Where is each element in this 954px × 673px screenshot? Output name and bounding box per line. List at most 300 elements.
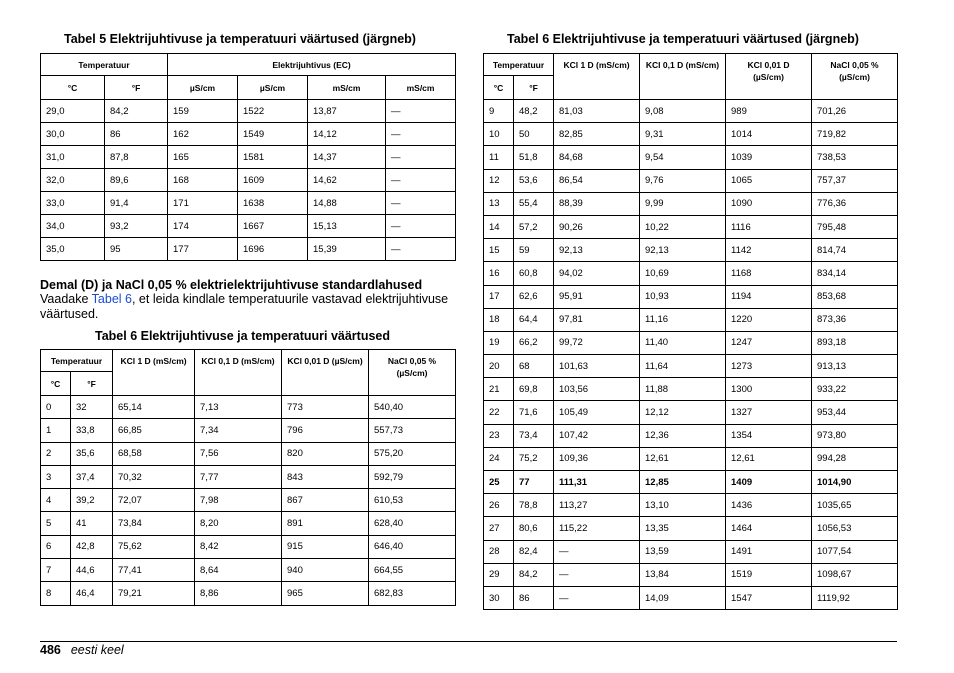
table-cell: 1491	[726, 540, 812, 563]
table-cell: 97,81	[554, 308, 640, 331]
table-cell: 89,6	[105, 169, 168, 192]
table-cell: 8,42	[195, 535, 282, 558]
table-cell: 2	[41, 442, 71, 465]
table-cell: 105,49	[554, 401, 640, 424]
table-cell: 1039	[726, 146, 812, 169]
table-row	[41, 559, 456, 582]
table-cell: —	[386, 100, 456, 123]
page-number: 486	[40, 643, 61, 657]
table6-continued-caption: Tabel 6 Elektrijuhtivuse ja temperatuuri väärtused (järgneb)	[507, 32, 859, 46]
header-unit: mS/cm	[308, 76, 386, 100]
table-cell: 7,98	[195, 489, 282, 512]
table-cell: —	[386, 123, 456, 146]
table-row	[41, 123, 456, 146]
table-cell: 23	[484, 424, 514, 447]
table-cell: 8,86	[195, 582, 282, 605]
table-cell: 84,2	[514, 563, 554, 586]
table-cell: 93,2	[105, 215, 168, 238]
table-cell: 32,0	[41, 169, 105, 192]
table-cell: 48,2	[514, 100, 554, 123]
table-cell: —	[386, 238, 456, 261]
header-kcl-01d: KCl 0,1 D (mS/cm)	[640, 54, 726, 100]
table-cell: —	[386, 169, 456, 192]
table-row	[484, 447, 898, 470]
table-cell: 20	[484, 355, 514, 378]
table-cell: —	[386, 146, 456, 169]
table-cell: —	[554, 540, 640, 563]
table-cell: 107,42	[554, 424, 640, 447]
table-cell: 891	[282, 512, 369, 535]
table-cell: 12,12	[640, 401, 726, 424]
table-row	[484, 401, 898, 424]
table-cell: 165	[168, 146, 238, 169]
table-cell: 913,13	[812, 355, 898, 378]
table-cell: 159	[168, 100, 238, 123]
table-cell: 1667	[238, 215, 308, 238]
table-cell: 13,10	[640, 494, 726, 517]
table-cell: 719,82	[812, 123, 898, 146]
table-cell: 34,0	[41, 215, 105, 238]
table-cell: 953,44	[812, 401, 898, 424]
table-cell: 44,6	[71, 559, 113, 582]
table-row	[484, 239, 898, 262]
table-cell: 776,36	[812, 192, 898, 215]
table-cell: 1300	[726, 378, 812, 401]
table-cell: 14,12	[308, 123, 386, 146]
table-cell: 610,53	[369, 489, 456, 512]
table6-caption: Tabel 6 Elektrijuhtivuse ja temperatuuri väärtused	[95, 329, 391, 343]
table-cell: 1609	[238, 169, 308, 192]
table-cell: 940	[282, 559, 369, 582]
table-row	[484, 285, 898, 308]
table5-caption: Tabel 5 Elektrijuhtivuse ja temperatuuri väärtused (järgneb)	[64, 32, 416, 46]
table-cell: 893,18	[812, 331, 898, 354]
table-cell: 9,54	[640, 146, 726, 169]
table-cell: 1065	[726, 169, 812, 192]
table-cell: 28	[484, 540, 514, 563]
table-row	[41, 215, 456, 238]
table-cell: 68,58	[113, 442, 195, 465]
table-cell: 88,39	[554, 192, 640, 215]
table-cell: —	[386, 192, 456, 215]
header-kcl-1d: KCl 1 D (mS/cm)	[113, 350, 195, 396]
table-cell: 13	[484, 192, 514, 215]
table-cell: 25	[484, 471, 514, 494]
table-cell: 1090	[726, 192, 812, 215]
table-cell: 933,22	[812, 378, 898, 401]
header-fahrenheit: °F	[514, 76, 554, 100]
table-cell: 66,85	[113, 419, 195, 442]
table-cell: 11,64	[640, 355, 726, 378]
table-cell: 37,4	[71, 465, 113, 488]
table-cell: 4	[41, 489, 71, 512]
table-row	[41, 419, 456, 442]
table-cell: 18	[484, 308, 514, 331]
table-cell: 42,8	[71, 535, 113, 558]
table-cell: 867	[282, 489, 369, 512]
table6-right	[483, 53, 898, 610]
header-fahrenheit: °F	[105, 76, 168, 100]
table-row	[484, 308, 898, 331]
table-cell: 5	[41, 512, 71, 535]
table-cell: 1014	[726, 123, 812, 146]
table-cell: —	[386, 215, 456, 238]
table-cell: 109,36	[554, 447, 640, 470]
table-cell: 701,26	[812, 100, 898, 123]
table-cell: 41	[71, 512, 113, 535]
table-cell: 46,4	[71, 582, 113, 605]
table-cell: 1273	[726, 355, 812, 378]
table-cell: 68	[514, 355, 554, 378]
table-cell: 55,4	[514, 192, 554, 215]
table-row	[41, 512, 456, 535]
table-cell: 1247	[726, 331, 812, 354]
table-cell: 1119,92	[812, 586, 898, 609]
table-cell: 101,63	[554, 355, 640, 378]
table-cell: 12,61	[726, 447, 812, 470]
table-cell: 91,4	[105, 192, 168, 215]
table-cell: 646,40	[369, 535, 456, 558]
table-cell: 773	[282, 396, 369, 419]
table-cell: 12,36	[640, 424, 726, 447]
header-nacl: NaCl 0,05 % (µS/cm)	[812, 54, 898, 100]
table-cell: 62,6	[514, 285, 554, 308]
table-cell: 16	[484, 262, 514, 285]
table-cell: 86	[105, 123, 168, 146]
table-cell: 540,40	[369, 396, 456, 419]
table-cell: 9,99	[640, 192, 726, 215]
table-cell: 7,34	[195, 419, 282, 442]
table-cell: 69,8	[514, 378, 554, 401]
table-cell: 81,03	[554, 100, 640, 123]
table-cell: 9	[484, 100, 514, 123]
table-row	[484, 424, 898, 447]
table6-left	[40, 349, 456, 606]
table-row	[41, 442, 456, 465]
table-cell: 843	[282, 465, 369, 488]
table-cell: 35,6	[71, 442, 113, 465]
table-cell: 111,31	[554, 471, 640, 494]
table-cell: 60,8	[514, 262, 554, 285]
table-cell: —	[554, 563, 640, 586]
table-cell: 51,8	[514, 146, 554, 169]
table-cell: 29,0	[41, 100, 105, 123]
paragraph-text: , et leida kindlale temperatuurile vastavad elektrijuhtivuse väärtused.	[40, 292, 449, 321]
table-cell: 796	[282, 419, 369, 442]
header-kcl-1d: KCl 1 D (mS/cm)	[554, 54, 640, 100]
table-cell: 738,53	[812, 146, 898, 169]
table-cell: 177	[168, 238, 238, 261]
table-cell: 7	[41, 559, 71, 582]
table-cell: 113,27	[554, 494, 640, 517]
table-cell: 7,13	[195, 396, 282, 419]
table-row	[484, 494, 898, 517]
table-cell: 795,48	[812, 215, 898, 238]
table-cell: 8	[41, 582, 71, 605]
header-celsius: °C	[41, 76, 105, 100]
table-cell: 10,93	[640, 285, 726, 308]
table-cell: 10	[484, 123, 514, 146]
table-cell: 30,0	[41, 123, 105, 146]
table-cell: 1522	[238, 100, 308, 123]
table-row	[41, 192, 456, 215]
table-cell: 80,6	[514, 517, 554, 540]
header-temperature: Temperatuur	[41, 350, 113, 372]
table-cell: 873,36	[812, 308, 898, 331]
table-cell: 65,14	[113, 396, 195, 419]
table-row	[484, 192, 898, 215]
header-kcl-001d: KCl 0,01 D (µS/cm)	[726, 54, 812, 100]
table-cell: 82,85	[554, 123, 640, 146]
table-cell: 7,56	[195, 442, 282, 465]
table-cell: 12,61	[640, 447, 726, 470]
header-conductivity: Elektrijuhtivus (EC)	[168, 54, 456, 76]
table-cell: 1	[41, 419, 71, 442]
table-cell: 853,68	[812, 285, 898, 308]
table-cell: 6	[41, 535, 71, 558]
table-cell: 103,56	[554, 378, 640, 401]
table-cell: 22	[484, 401, 514, 424]
header-celsius: °C	[484, 76, 514, 100]
table-cell: 9,31	[640, 123, 726, 146]
table-row	[41, 396, 456, 419]
table-cell: 92,13	[554, 239, 640, 262]
table-cell: 84,2	[105, 100, 168, 123]
table-cell: 973,80	[812, 424, 898, 447]
table-cell: 86	[514, 586, 554, 609]
table-cell: 75,62	[113, 535, 195, 558]
table-cell: 32	[71, 396, 113, 419]
table-row	[484, 355, 898, 378]
table-row	[484, 262, 898, 285]
table-cell: 29	[484, 563, 514, 586]
table-row	[41, 582, 456, 605]
table-row	[484, 123, 898, 146]
table-cell: 12	[484, 169, 514, 192]
table-row	[41, 238, 456, 261]
table-cell: 10,69	[640, 262, 726, 285]
table-cell: 820	[282, 442, 369, 465]
table-cell: 1098,67	[812, 563, 898, 586]
table-cell: 9,08	[640, 100, 726, 123]
table-cell: 57,2	[514, 215, 554, 238]
table-row	[41, 146, 456, 169]
table-cell: 3	[41, 465, 71, 488]
table-cell: 17	[484, 285, 514, 308]
table-cell: 11,40	[640, 331, 726, 354]
table-row	[484, 146, 898, 169]
table-cell: 53,6	[514, 169, 554, 192]
section-paragraph	[40, 292, 460, 322]
table-cell: 9,76	[640, 169, 726, 192]
table-cell: 77,41	[113, 559, 195, 582]
table5	[40, 53, 456, 261]
table-cell: 162	[168, 123, 238, 146]
table-cell: 174	[168, 215, 238, 238]
table-cell: 35,0	[41, 238, 105, 261]
table-cell: 86,54	[554, 169, 640, 192]
table-cell: 1168	[726, 262, 812, 285]
table-cell: 592,79	[369, 465, 456, 488]
table-cell: 78,8	[514, 494, 554, 517]
footer-rule	[40, 641, 897, 642]
table-cell: 31,0	[41, 146, 105, 169]
table-row	[484, 331, 898, 354]
table-cell: 13,87	[308, 100, 386, 123]
table-cell: 84,68	[554, 146, 640, 169]
table-cell: 90,26	[554, 215, 640, 238]
table-cell: 1077,54	[812, 540, 898, 563]
table-cell: 11,16	[640, 308, 726, 331]
table-cell: 989	[726, 100, 812, 123]
table-cell: 757,37	[812, 169, 898, 192]
table-cell: 575,20	[369, 442, 456, 465]
section-heading: Demal (D) ja NaCl 0,05 % elektrielektrijuhtivuse standardlahused	[40, 278, 423, 292]
table-cell: 13,59	[640, 540, 726, 563]
table-cell: 1436	[726, 494, 812, 517]
table-cell: 39,2	[71, 489, 113, 512]
table-cell: 15,39	[308, 238, 386, 261]
table-cell: 1409	[726, 471, 812, 494]
table-cell: 1549	[238, 123, 308, 146]
table-cell: 94,02	[554, 262, 640, 285]
header-kcl-001d: KCl 0,01 D (µS/cm)	[282, 350, 369, 396]
table-row	[484, 586, 898, 609]
table-row	[484, 169, 898, 192]
table-cell: 1014,90	[812, 471, 898, 494]
table-cell: 171	[168, 192, 238, 215]
table-cell: 79,21	[113, 582, 195, 605]
table-cell: 1056,53	[812, 517, 898, 540]
table-cell: 27	[484, 517, 514, 540]
header-unit: µS/cm	[238, 76, 308, 100]
table-cell: 87,8	[105, 146, 168, 169]
table-cell: 1638	[238, 192, 308, 215]
header-temperature: Temperatuur	[41, 54, 168, 76]
table-row	[41, 535, 456, 558]
table-cell: 1547	[726, 586, 812, 609]
table-cell: 682,83	[369, 582, 456, 605]
table-cell: 95,91	[554, 285, 640, 308]
table-cell: 70,32	[113, 465, 195, 488]
table-row	[484, 540, 898, 563]
table-cell: 557,73	[369, 419, 456, 442]
table-cell: 13,84	[640, 563, 726, 586]
table-cell: 8,64	[195, 559, 282, 582]
table-cell: 1194	[726, 285, 812, 308]
table-cell: 64,4	[514, 308, 554, 331]
table-cell: 75,2	[514, 447, 554, 470]
table-cell: 99,72	[554, 331, 640, 354]
table-cell: 26	[484, 494, 514, 517]
table-cell: 50	[514, 123, 554, 146]
table-cell: 1519	[726, 563, 812, 586]
table-cell: 664,55	[369, 559, 456, 582]
table-cell: 92,13	[640, 239, 726, 262]
table-cell: 30	[484, 586, 514, 609]
table-cell: 71,6	[514, 401, 554, 424]
table-row	[484, 100, 898, 123]
table-cell: 1035,65	[812, 494, 898, 517]
table-cell: 994,28	[812, 447, 898, 470]
table6-link[interactable]: Tabel 6	[91, 292, 132, 306]
table-cell: 66,2	[514, 331, 554, 354]
table-cell: 834,14	[812, 262, 898, 285]
table-row	[41, 489, 456, 512]
table-cell: 7,77	[195, 465, 282, 488]
table-cell: 14,88	[308, 192, 386, 215]
table-cell: 33,8	[71, 419, 113, 442]
table-row	[41, 100, 456, 123]
header-fahrenheit: °F	[71, 372, 113, 396]
table-cell: 1220	[726, 308, 812, 331]
table-cell: 72,07	[113, 489, 195, 512]
header-unit: µS/cm	[168, 76, 238, 100]
table-cell: 82,4	[514, 540, 554, 563]
table-cell: 33,0	[41, 192, 105, 215]
table-cell: 12,85	[640, 471, 726, 494]
table-row	[41, 465, 456, 488]
table-cell: —	[554, 586, 640, 609]
header-nacl: NaCl 0,05 % (µS/cm)	[369, 350, 456, 396]
table-cell: 1116	[726, 215, 812, 238]
table-cell: 1464	[726, 517, 812, 540]
table-row	[484, 563, 898, 586]
footer	[40, 643, 124, 657]
table-cell: 628,40	[369, 512, 456, 535]
table-cell: 19	[484, 331, 514, 354]
table-cell: 14,37	[308, 146, 386, 169]
header-temperature: Temperatuur	[484, 54, 554, 76]
table-row	[41, 169, 456, 192]
table-row	[484, 378, 898, 401]
table-cell: 8,20	[195, 512, 282, 535]
table-cell: 814,74	[812, 239, 898, 262]
table-cell: 14,09	[640, 586, 726, 609]
header-unit: mS/cm	[386, 76, 456, 100]
table-cell: 1142	[726, 239, 812, 262]
table-cell: 15	[484, 239, 514, 262]
header-kcl-01d: KCl 0,1 D (mS/cm)	[195, 350, 282, 396]
paragraph-text: Vaadake	[40, 292, 92, 306]
table-cell: 73,84	[113, 512, 195, 535]
table-cell: 77	[514, 471, 554, 494]
table-cell: 1696	[238, 238, 308, 261]
table-cell: 915	[282, 535, 369, 558]
table-cell: 21	[484, 378, 514, 401]
table-cell: 115,22	[554, 517, 640, 540]
table-cell: 10,22	[640, 215, 726, 238]
table-cell: 0	[41, 396, 71, 419]
footer-language: eesti keel	[70, 643, 124, 657]
table-cell: 13,35	[640, 517, 726, 540]
table-cell: 73,4	[514, 424, 554, 447]
table-cell: 11,88	[640, 378, 726, 401]
table-cell: 965	[282, 582, 369, 605]
table-cell: 14	[484, 215, 514, 238]
table-row	[484, 517, 898, 540]
table-row	[484, 215, 898, 238]
table-cell: 59	[514, 239, 554, 262]
table-cell: 95	[105, 238, 168, 261]
table-cell: 1327	[726, 401, 812, 424]
table-cell: 168	[168, 169, 238, 192]
table-cell: 11	[484, 146, 514, 169]
header-celsius: °C	[41, 372, 71, 396]
table-row	[484, 471, 898, 494]
table-cell: 14,62	[308, 169, 386, 192]
table-cell: 24	[484, 447, 514, 470]
